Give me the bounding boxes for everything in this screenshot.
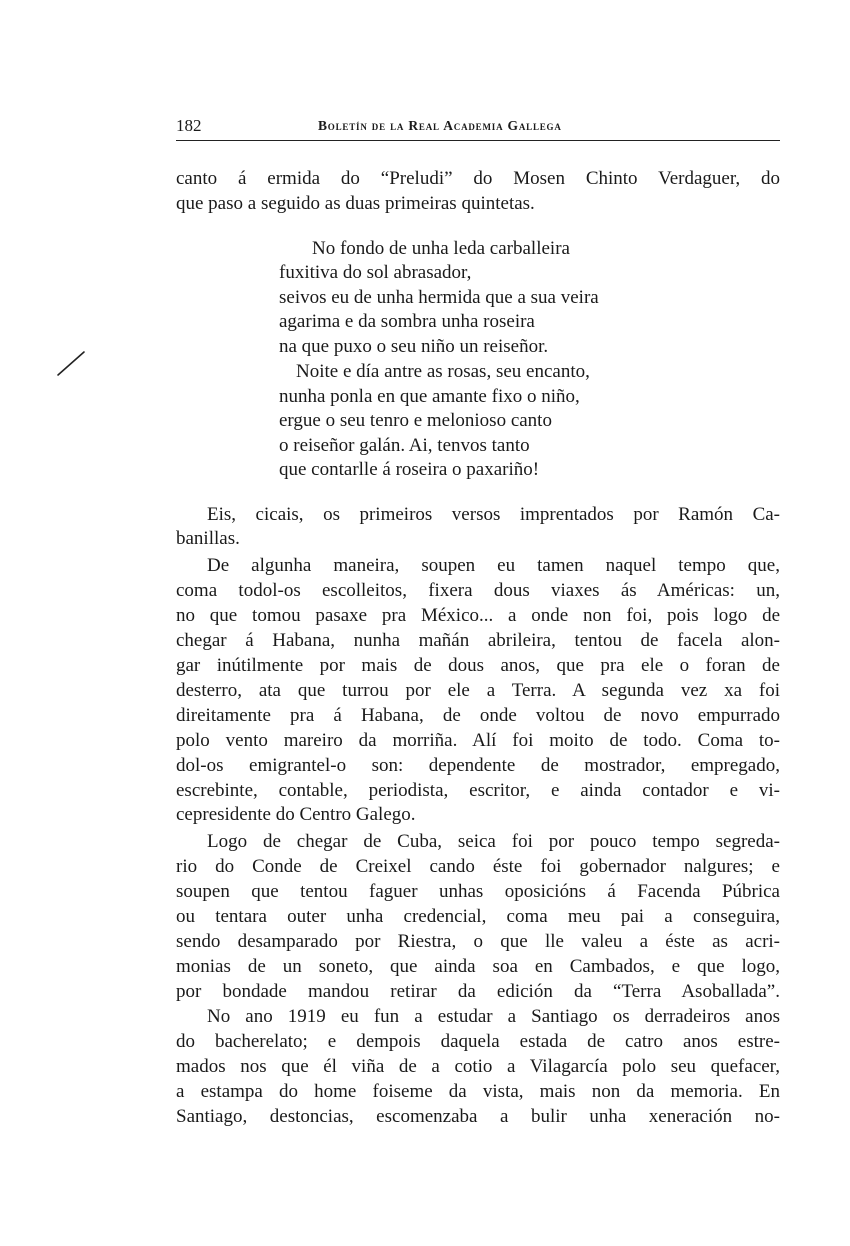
running-title: Boletín de la Real Academia Gallega xyxy=(318,118,562,133)
body-line: No ano 1919 eu fun a estudar a Santiago os derradeiros anos xyxy=(207,1006,780,1027)
poem-line: o reiseñor galán. Ai, tenvos tanto xyxy=(279,435,530,456)
body-line: monias de un soneto, que ainda soa en Cambados, e que logo, xyxy=(176,956,780,977)
poem-line: No fondo de unha leda carballeira xyxy=(312,238,570,259)
body-line: sendo desamparado por Riestra, o que lle valeu a éste as acri- xyxy=(176,931,780,952)
body-line: coma todol-os escolleitos, fixera dous viaxes ás Américas: un, xyxy=(176,580,780,601)
poem-line: agarima e da sombra unha roseira xyxy=(279,311,535,332)
poem-line: fuxitiva do sol abrasador, xyxy=(279,262,472,283)
poem-line: ergue o seu tenro e melonioso canto xyxy=(279,410,552,431)
body-line: ou tentara outer unha credencial, coma meu pai a conseguira, xyxy=(176,906,780,927)
poem-line: nunha ponla en que amante fixo o niño, xyxy=(279,386,580,407)
margin-pencil-mark xyxy=(56,348,86,378)
poem-line: Noite e día antre as rosas, seu encanto, xyxy=(296,361,590,382)
poem-line: seivos eu de unha hermida que a sua veira xyxy=(279,287,599,308)
body-line: no que tomou pasaxe pra México... a onde non foi, pois logo de xyxy=(176,605,780,626)
body-line: rio do Conde de Creixel cando éste foi gobernador nalgures; e xyxy=(176,856,780,877)
body-line: polo vento mareiro da morriña. Alí foi moito de todo. Coma to- xyxy=(176,730,780,751)
body-line: cepresidente do Centro Galego. xyxy=(176,804,416,825)
body-line: soupen que tentou faguer unhas oposicións á Facenda Púbrica xyxy=(176,881,780,902)
body-line: escrebinte, contable, periodista, escritor, e ainda contador e vi- xyxy=(176,780,780,801)
body-line: De algunha maneira, soupen eu tamen naquel tempo que, xyxy=(207,555,780,576)
body-line: a estampa do home foiseme da vista, mais non da memoria. En xyxy=(176,1081,780,1102)
body-line: por bondade mandou retirar da edición da “Terra Asoballada”. xyxy=(176,981,780,1002)
body-line: Logo de chegar de Cuba, seica foi por pouco tempo segreda- xyxy=(207,831,780,852)
page-number: 182 xyxy=(176,116,202,135)
body-line: banillas. xyxy=(176,528,240,549)
body-line: do bacherelato; e dempois daquela estada de catro anos estre- xyxy=(176,1031,780,1052)
body-line: direitamente pra á Habana, de onde voltou de novo empurrado xyxy=(176,705,780,726)
body-line: dol-os emigrantel-o son: dependente de mostrador, empregado, xyxy=(176,755,780,776)
intro-line: que paso a seguido as duas primeiras quintetas. xyxy=(176,193,535,214)
poem-line: que contarlle á roseira o paxariño! xyxy=(279,459,540,480)
poem-line: na que puxo o seu niño un reiseñor. xyxy=(279,336,549,357)
intro-line: canto á ermida do “Preludi” do Mosen Chinto Verdaguer, do xyxy=(176,168,780,189)
body-line: mados nos que él viña de a cotio a Vilagarcía polo seu quefacer, xyxy=(176,1056,780,1077)
body-line: Eis, cicais, os primeiros versos imprentados por Ramón Ca- xyxy=(207,504,780,525)
body-line: chegar á Habana, nunha mañán abrileira, tentou de facela alon- xyxy=(176,630,780,651)
body-line: Santiago, destoncias, escomenzaba a bulir unha xeneración no- xyxy=(176,1106,780,1127)
body-line: gar inútilmente por mais de dous anos, que pra ele o foran de xyxy=(176,655,780,676)
page-header xyxy=(176,112,780,141)
body-line: desterro, ata que turrou por ele a Terra. A segunda vez xa foi xyxy=(176,680,780,701)
